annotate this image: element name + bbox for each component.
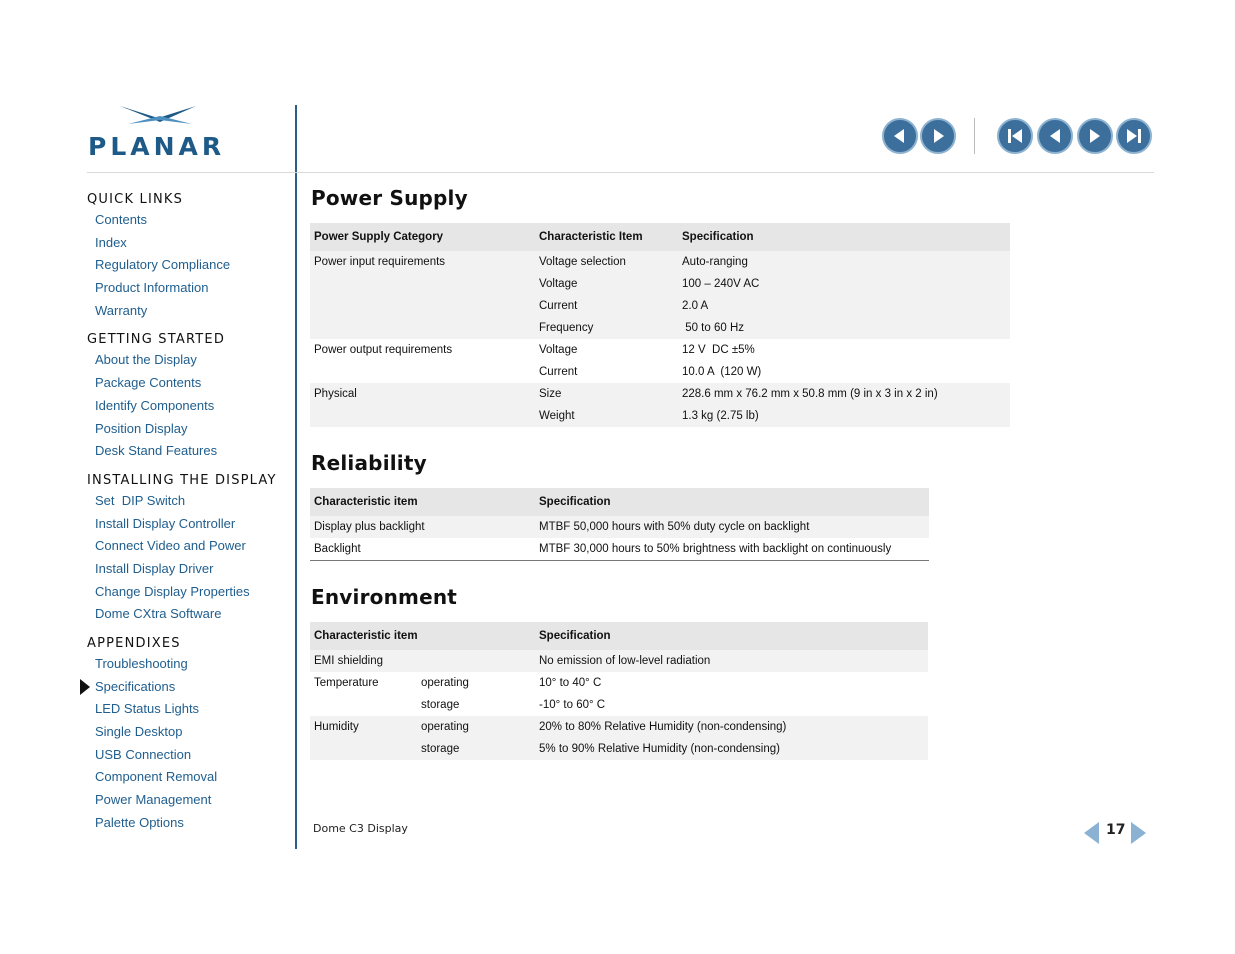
sidebar-link-specifications[interactable]: Specifications xyxy=(95,678,176,694)
first-page-icon xyxy=(1004,125,1026,147)
table-header-row xyxy=(310,223,1010,251)
sidebar-link-dome-cxtra-software[interactable]: Dome CXtra Software xyxy=(95,606,222,622)
table-row xyxy=(310,295,1010,317)
getting-started-section xyxy=(87,330,292,462)
forward-arrow-icon xyxy=(927,125,949,147)
table-cell: Humidity xyxy=(310,716,417,738)
table-cell: MTBF 50,000 hours with 50% duty cycle on backlight xyxy=(535,516,929,538)
sidebar-link-install-display-controller[interactable]: Install Display Controller xyxy=(95,515,236,531)
quick-links-section xyxy=(87,190,292,322)
sidebar-link-regulatory-compliance[interactable]: Regulatory Compliance xyxy=(95,257,231,273)
table-cell xyxy=(310,694,417,716)
previous-page-button[interactable] xyxy=(1037,118,1073,154)
sidebar-link-usb-connection[interactable]: USB Connection xyxy=(95,746,192,762)
table-cell: Weight xyxy=(535,405,678,427)
sidebar-link-product-information[interactable]: Product Information xyxy=(95,280,209,296)
appendixes-section xyxy=(87,634,292,835)
next-page-icon xyxy=(1084,125,1106,147)
table-cell: Auto-ranging xyxy=(678,251,1010,273)
column-header: Specification xyxy=(678,223,1010,251)
installing-section xyxy=(87,471,292,626)
table-row xyxy=(310,273,1010,295)
table-cell: 10.0 A (120 W) xyxy=(682,366,762,378)
table-cell xyxy=(310,738,417,760)
logo-mark-icon xyxy=(88,100,238,130)
current-page-marker-icon xyxy=(80,679,90,695)
sidebar-link-palette-options[interactable]: Palette Options xyxy=(95,814,184,830)
table-row xyxy=(310,405,1010,427)
table-cell xyxy=(310,273,535,295)
sidebar-link-package-contents[interactable]: Package Contents xyxy=(95,375,202,391)
table-row xyxy=(310,694,928,716)
table-cell: No emission of low-level radiation xyxy=(535,650,928,672)
table-cell: Current xyxy=(535,295,678,317)
table-cell: Power output requirements xyxy=(314,344,453,356)
table-header-row xyxy=(310,622,928,650)
table-cell: Physical xyxy=(310,383,535,405)
sidebar-link-warranty[interactable]: Warranty xyxy=(95,302,148,318)
table-row xyxy=(310,516,929,538)
forward-button[interactable] xyxy=(920,118,956,154)
last-page-icon xyxy=(1123,125,1145,147)
planar-logo xyxy=(88,100,238,162)
sidebar-link-power-management[interactable]: Power Management xyxy=(95,792,212,808)
table-cell: EMI shielding xyxy=(310,650,417,672)
table-header-row xyxy=(310,488,929,516)
reliability-table xyxy=(310,488,929,561)
sidebar-link-install-display-driver[interactable]: Install Display Driver xyxy=(95,560,214,576)
sidebar-link-component-removal[interactable]: Component Removal xyxy=(95,769,218,785)
table-row xyxy=(310,383,1010,405)
table-cell xyxy=(310,405,535,427)
table-cell: Power input requirements xyxy=(310,251,535,273)
table-cell: Temperature xyxy=(314,677,379,689)
table-cell: MTBF 30,000 hours to 50% brightness with backlight on continuously xyxy=(539,542,892,555)
sidebar-link-connect-video-power[interactable]: Connect Video and Power xyxy=(95,538,246,554)
table-row xyxy=(310,672,928,694)
table-row xyxy=(310,251,1010,273)
table-cell xyxy=(310,317,535,339)
previous-page-arrow-icon[interactable] xyxy=(1084,822,1099,844)
table-cell: Voltage xyxy=(535,273,678,295)
last-page-button[interactable] xyxy=(1116,118,1152,154)
sidebar-link-change-display-properties[interactable]: Change Display Properties xyxy=(95,583,250,599)
table-cell: storage xyxy=(417,738,535,760)
table-cell: 100 – 240V AC xyxy=(678,273,1010,295)
sidebar-link-contents[interactable]: Contents xyxy=(95,212,148,227)
section-heading: APPENDIXES xyxy=(87,636,181,651)
sidebar-link-troubleshooting[interactable]: Troubleshooting xyxy=(95,656,188,671)
table-cell: storage xyxy=(421,699,460,711)
section-heading: INSTALLING THE DISPLAY xyxy=(87,472,277,488)
table-cell: 20% to 80% Relative Humidity (non-condensing) xyxy=(535,716,928,738)
power-supply-table xyxy=(310,223,1010,427)
sidebar-link-identify-components[interactable]: Identify Components xyxy=(95,397,215,413)
table-cell: Voltage selection xyxy=(535,251,678,273)
table-cell: Voltage xyxy=(539,344,578,356)
sidebar-link-index[interactable]: Index xyxy=(95,234,127,250)
page-number: 17 xyxy=(1106,822,1126,838)
table-row xyxy=(310,339,1010,361)
table-cell: 228.6 mm x 76.2 mm x 50.8 mm (9 in x 3 in x 2 in) xyxy=(678,383,1010,405)
header-divider xyxy=(87,172,1154,173)
sidebar-link-about-display[interactable]: About the Display xyxy=(95,352,197,368)
first-page-button[interactable] xyxy=(997,118,1033,154)
environment-table xyxy=(310,622,928,760)
reliability-heading: Reliability xyxy=(311,451,427,475)
column-header: Specification xyxy=(535,488,929,516)
previous-page-icon xyxy=(1044,125,1066,147)
column-header: Characteristic item xyxy=(310,622,535,650)
sidebar-link-position-display[interactable]: Position Display xyxy=(95,420,188,436)
logo-text: PLANAR xyxy=(88,132,226,161)
table-cell: 2.0 A xyxy=(678,295,1010,317)
table-cell: operating xyxy=(417,716,535,738)
table-cell: Frequency xyxy=(535,317,678,339)
column-header: Characteristic Item xyxy=(535,223,678,251)
power-supply-heading: Power Supply xyxy=(311,186,468,210)
sidebar-link-desk-stand-features[interactable]: Desk Stand Features xyxy=(95,443,218,459)
column-header: Characteristic item xyxy=(310,488,535,516)
column-header: Specification xyxy=(535,622,928,650)
table-row xyxy=(310,361,1010,383)
table-cell: Backlight xyxy=(314,542,361,555)
next-page-arrow-icon[interactable] xyxy=(1131,822,1146,844)
environment-heading: Environment xyxy=(311,585,458,609)
table-row xyxy=(310,716,928,738)
section-heading: QUICK LINKS xyxy=(87,192,184,207)
column-header: Power Supply Category xyxy=(310,223,535,251)
back-button[interactable] xyxy=(882,118,918,154)
table-cell: Current xyxy=(539,366,578,378)
table-row xyxy=(310,738,928,760)
sidebar-link-led-status-lights[interactable]: LED Status Lights xyxy=(95,701,200,717)
sidebar xyxy=(87,190,292,843)
table-row xyxy=(310,317,1010,339)
next-page-button[interactable] xyxy=(1077,118,1113,154)
table-cell: Display plus backlight xyxy=(310,516,535,538)
table-cell: 1.3 kg (2.75 lb) xyxy=(678,405,1010,427)
section-heading: GETTING STARTED xyxy=(87,332,226,348)
table-cell: 10° to 40° C xyxy=(539,677,602,689)
table-cell: operating xyxy=(421,677,469,689)
table-cell: Size xyxy=(535,383,678,405)
table-cell: -10° to 60° C xyxy=(539,699,606,711)
table-cell: 5% to 90% Relative Humidity (non-condensing) xyxy=(535,738,928,760)
table-row xyxy=(310,538,929,560)
table-cell: 12 V DC ±5% xyxy=(682,344,755,356)
nav-separator xyxy=(974,118,975,154)
table-cell xyxy=(310,361,535,383)
sidebar-link-set-dip-switch[interactable]: Set DIP Switch xyxy=(95,492,186,508)
sidebar-divider xyxy=(295,105,297,849)
sidebar-link-single-desktop[interactable]: Single Desktop xyxy=(95,724,183,740)
table-cell: 50 to 60 Hz xyxy=(678,317,1010,339)
table-cell xyxy=(310,295,535,317)
document-title: Dome C3 Display xyxy=(313,822,408,835)
back-arrow-icon xyxy=(889,125,911,147)
table-cell xyxy=(417,650,535,672)
table-row xyxy=(310,650,928,672)
